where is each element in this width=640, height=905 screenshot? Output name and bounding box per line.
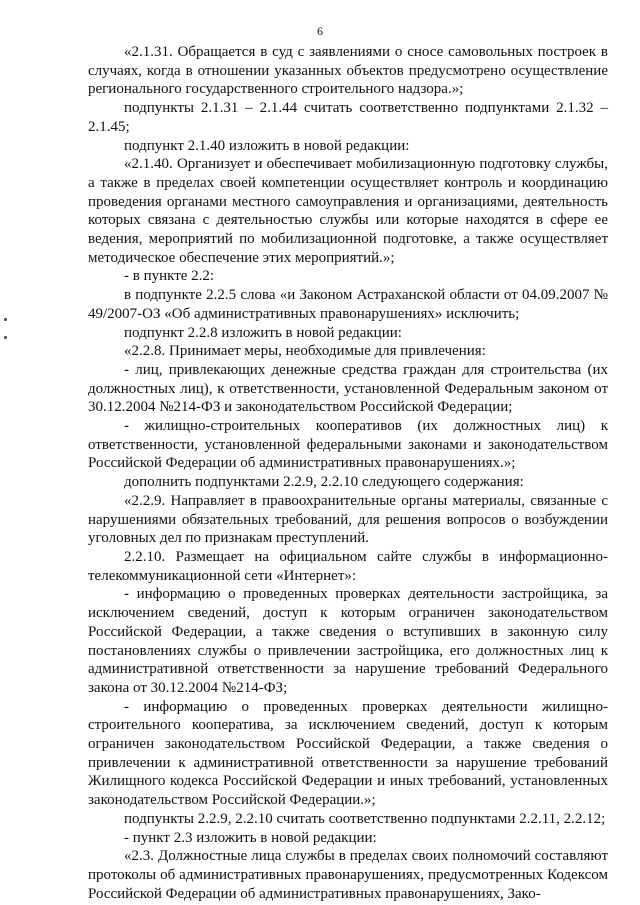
paragraph: подпункт 2.2.8 изложить в новой редакции: (124, 324, 402, 341)
paragraph: подпункты 2.2.9, 2.2.10 считать соответственно подпунктами 2.2.11, 2.2.12; (124, 810, 606, 827)
paragraph: в подпункте 2.2.5 слова «и Законом Астраханской области от 04.09.2007 № 49/2007-ОЗ «Об административных правонарушениях» исключить; (88, 287, 608, 322)
paragraph: - жилищно-строительных кооперативов (их должностных лиц) к ответственности, установленной федеральными законами и законодательством Российской Федерации об административных правонарушениях.»; (88, 418, 608, 472)
document-body (88, 43, 608, 903)
paragraph: «2.1.31. Обращается в суд с заявлениями о сносе самовольных построек в случаях, когда в отношении указанных объектов предусмотрено осуществление регионального государственного строительного надзора.»; (88, 44, 608, 98)
paragraph: «2.2.9. Направляет в правоохранительные органы материалы, связанные с нарушениями обязательных требований, для решения вопросов о возбуждении уголовных дел по признакам преступлений. (88, 492, 608, 547)
paragraph: - в пункте 2.2: (124, 268, 215, 285)
paragraph: дополнить подпунктами 2.2.9, 2.2.10 следующего содержания: (124, 474, 524, 491)
page-number: 6 (317, 24, 323, 38)
paragraph: 2.2.10. Размещает на официальном сайте службы в информационно-телекоммуникационной сети «Интернет»: (88, 548, 608, 584)
paragraph: - пункт 2.3 изложить в новой редакции: (124, 829, 377, 846)
paragraph: «2.1.40. Организует и обеспечивает мобилизационную подготовку службы, а также в пределах своей компетенции осуществляет контроль и координацию проведения органами местного самоуправления и организациями, деятельность которых связана с деятельностью службы или которые находятся в сфере ее ведения, мероприятий по мобилизационной подготовке, а также осуществляет методическое обеспечение этих мероприятий.»; (88, 156, 608, 266)
paragraph: - информацию о проведенных проверках деятельности застройщика, за исключением сведений, доступ к которым ограничен законодательством Российской Федерации, а также сведения о вступивших в законную силу постановлениях службы о привлечении застройщика, его должностных лиц к административной ответственности за нарушение требований Федерального закона от 30.12.2004 №214-ФЗ; (88, 586, 608, 696)
margin-mark (4, 336, 7, 339)
margin-mark (4, 318, 7, 321)
paragraph: - лиц, привлекающих денежные средства граждан для строительства (их должностных лиц), к ответственности, установленной Федеральным законом от 30.12.2004 №214-ФЗ и законодательством Российской Федерации; (88, 361, 608, 416)
paragraph: «2.3. Должностные лица службы в пределах своих полномочий составляют протоколы об административных правонарушениях, предусмотренных Кодексом Российской Федерации об административных правонарушениях, Зако- (88, 848, 608, 902)
paragraph: подпункт 2.1.40 изложить в новой редакции: (124, 137, 410, 154)
paragraph: подпункты 2.1.31 – 2.1.44 считать соответственно подпунктами 2.1.32 – 2.1.45; (88, 100, 608, 135)
paragraph: «2.2.8. Принимает меры, необходимые для привлечения: (124, 343, 486, 360)
paragraph: - информацию о проведенных проверках деятельности жилищно-строительного кооператива, за исключением сведений, доступ к которым ограничен законодательством Российской Федерации, а также сведения о привлечении к административной ответственности за нарушение требований Жилищного кодекса Российской Федерации и иных требований, установленных законодательством Российской Федерации.»; (88, 698, 608, 809)
